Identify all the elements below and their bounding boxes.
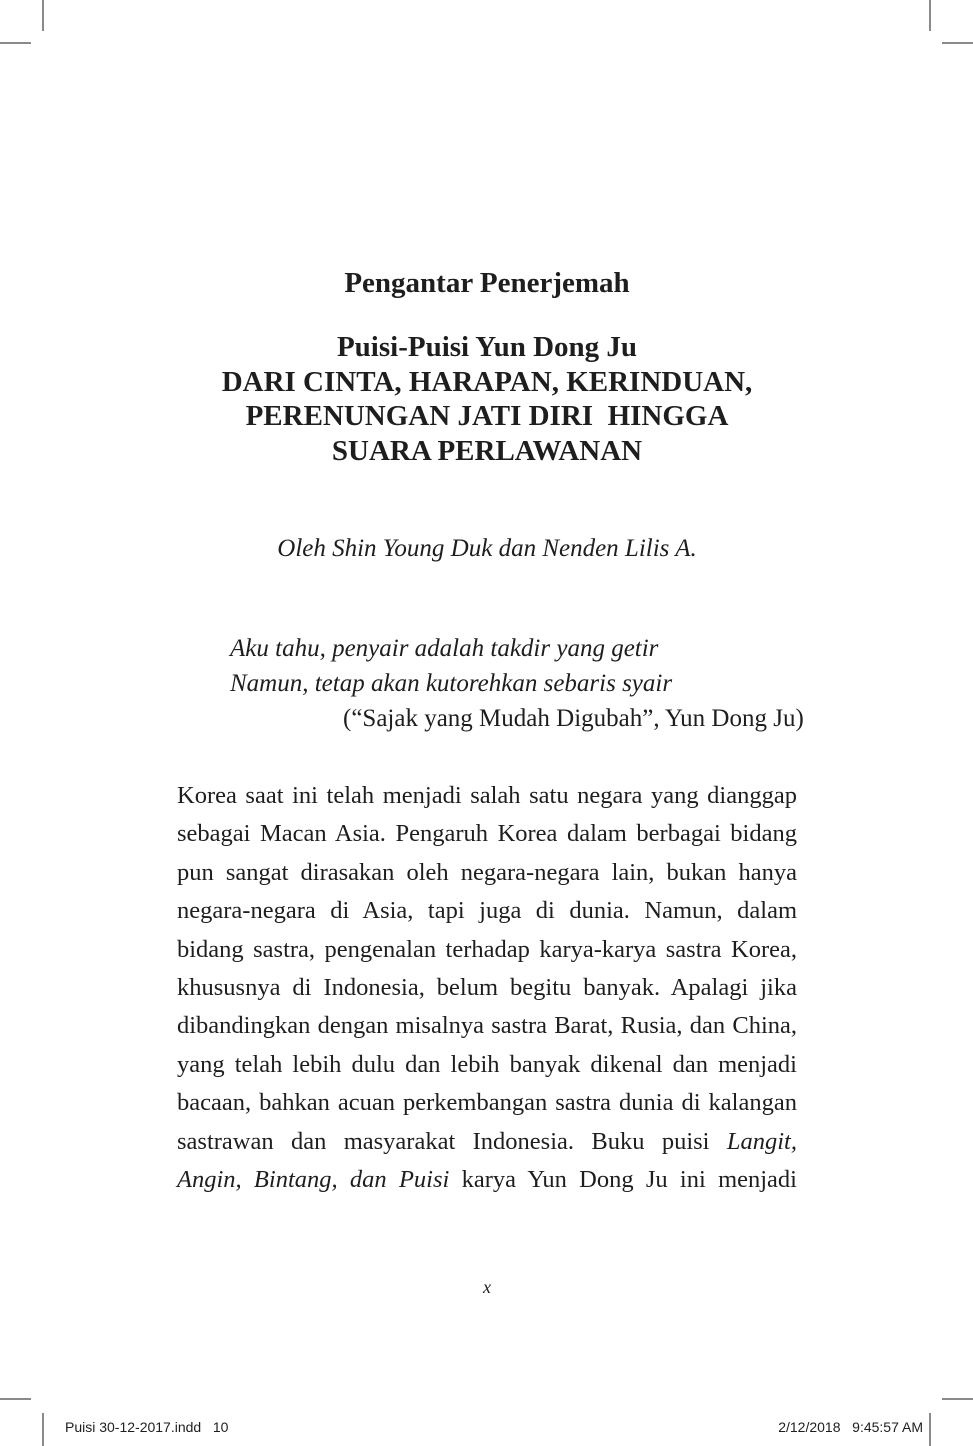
body-text: dibandingkan dengan misalnya sastra Barat, Rusia, dan China, bbox=[177, 1012, 797, 1040]
body-line bbox=[177, 892, 797, 930]
epigraph-attribution: (“Sajak yang Mudah Digubah”, Yun Dong Ju) bbox=[343, 705, 804, 732]
body-line bbox=[177, 1046, 797, 1084]
crop-mark-bottom-left-vertical bbox=[42, 1413, 44, 1446]
body-line bbox=[177, 1007, 797, 1045]
body-line bbox=[177, 1123, 797, 1161]
book-title-mention: Angin, Bintang, dan Puisi bbox=[177, 1166, 462, 1194]
book-title-line: DARI CINTA, HARAPAN, KERINDUAN, bbox=[221, 365, 753, 398]
book-title-line: SUARA PERLAWANAN bbox=[331, 434, 643, 467]
body-line bbox=[177, 931, 797, 969]
book-title-line: Puisi-Puisi Yun Dong Ju bbox=[336, 331, 638, 363]
book-title-mention: Langit, bbox=[726, 1127, 797, 1155]
body-text: sebagai Macan Asia. Pengaruh Korea dalam berbagai bidang bbox=[177, 820, 797, 848]
print-slug-filename: Puisi 30-12-2017.indd 10 bbox=[65, 1419, 229, 1435]
body-line bbox=[177, 1161, 797, 1199]
body-text: Korea saat ini telah menjadi salah satu negara yang dianggap bbox=[177, 782, 797, 809]
body-text: karya Yun Dong Ju ini menjadi bbox=[461, 1166, 797, 1194]
epigraph-line: Namun, tetap akan kutorehkan sebaris syair bbox=[230, 670, 673, 697]
body-line bbox=[177, 969, 797, 1007]
body-line bbox=[177, 854, 797, 892]
body-line bbox=[177, 815, 797, 853]
body-text: bidang sastra, pengenalan terhadap karya-karya sastra Korea, bbox=[177, 935, 797, 963]
body-line bbox=[177, 777, 797, 815]
body-text: bacaan, bahkan acuan perkembangan sastra dunia di kalangan bbox=[177, 1089, 797, 1117]
chapter-heading: Pengantar Penerjemah bbox=[344, 267, 630, 299]
epigraph-line: Aku tahu, penyair adalah takdir yang getir bbox=[230, 635, 659, 662]
crop-mark-top-left-horizontal bbox=[0, 42, 31, 44]
crop-mark-top-right-vertical bbox=[929, 0, 931, 31]
book-title-block bbox=[157, 330, 817, 468]
body-text: yang telah lebih dulu dan lebih banyak dikenal dan menjadi bbox=[177, 1050, 797, 1078]
body-text: khususnya di Indonesia, belum begitu banyak. Apalagi jika bbox=[177, 974, 797, 1002]
body-line bbox=[177, 1084, 797, 1122]
body-text: sastrawan dan masyarakat Indonesia. Buku puisi bbox=[177, 1127, 727, 1155]
crop-mark-bottom-right-vertical bbox=[929, 1413, 931, 1446]
crop-mark-bottom-right-horizontal bbox=[942, 1398, 973, 1400]
print-slug-timestamp: 2/12/2018 9:45:57 AM bbox=[778, 1419, 923, 1435]
byline: Oleh Shin Young Duk dan Nenden Lilis A. bbox=[277, 535, 697, 562]
crop-mark-top-left-vertical bbox=[42, 0, 44, 31]
body-text: pun sangat dirasakan oleh negara-negara lain, bukan hanya bbox=[177, 858, 797, 886]
epigraph bbox=[177, 631, 817, 736]
page-number: x bbox=[483, 1277, 491, 1297]
crop-mark-top-right-horizontal bbox=[942, 42, 973, 44]
body-text: negara-negara di Asia, tapi juga di dunia. Namun, dalam bbox=[177, 897, 797, 925]
book-title-line: PERENUNGAN JATI DIRI HINGGA bbox=[245, 400, 729, 432]
body-paragraph bbox=[177, 777, 797, 1199]
crop-mark-bottom-left-horizontal bbox=[0, 1398, 31, 1400]
